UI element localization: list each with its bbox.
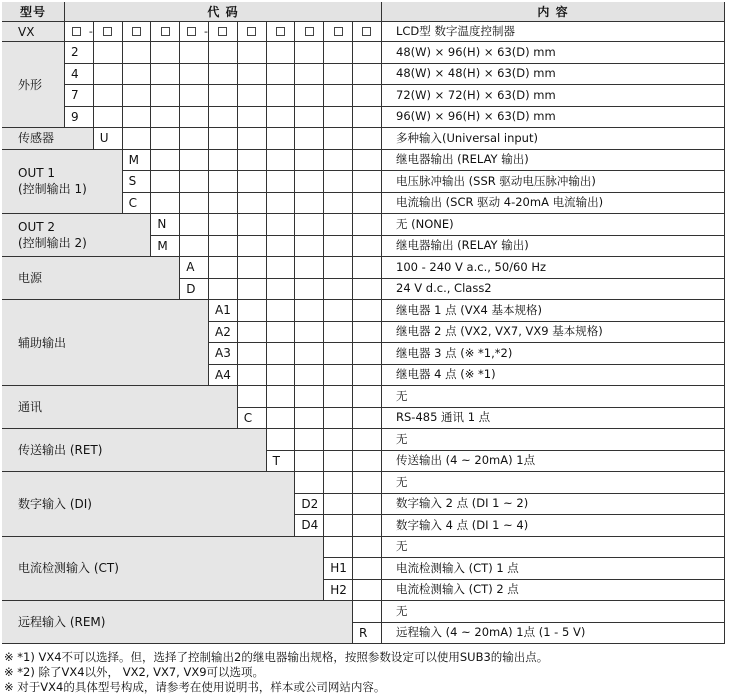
- grid-cell: [324, 472, 353, 494]
- section-label-text: [18, 130, 54, 146]
- grid-cell: [151, 64, 180, 86]
- grid-cell: [267, 236, 296, 258]
- grid-cell: [267, 42, 296, 64]
- code-separator: -: [204, 25, 208, 38]
- section-label: [2, 42, 65, 128]
- label-line: 外形: [18, 77, 43, 92]
- label-line: 传感器: [18, 131, 55, 146]
- grid-cell: [267, 300, 296, 322]
- grid-cell: [267, 171, 296, 193]
- option-description: 72(W) × 72(H) × 63(D) mm: [382, 85, 725, 107]
- section-label-text: [18, 399, 42, 415]
- option-description: 48(W) × 48(H) × 63(D) mm: [382, 64, 725, 86]
- option-description: 电流输出 (SCR 驱动 4-20mA 电流输出): [382, 193, 725, 215]
- option-code: H1: [324, 558, 353, 580]
- grid-cell: [238, 42, 267, 64]
- grid-cell: [324, 42, 353, 64]
- section-label: [2, 472, 295, 537]
- option-code: [267, 429, 296, 451]
- option-code: 9: [65, 107, 94, 129]
- grid-cell: [123, 85, 152, 107]
- section-label-text: [18, 496, 92, 512]
- grid-cell: [267, 128, 296, 150]
- grid-cell: [238, 193, 267, 215]
- base-description: LCD型 数字温度控制器: [382, 22, 725, 42]
- grid-cell: [267, 386, 296, 408]
- label-line: 电源: [18, 271, 43, 285]
- grid-cell: [238, 343, 267, 365]
- grid-cell: [267, 107, 296, 129]
- grid-cell: [180, 128, 209, 150]
- code-slot-8: [267, 22, 296, 42]
- grid-cell: [209, 64, 238, 86]
- label-line: (控制输出 1): [18, 182, 87, 197]
- section-label-text: [18, 614, 105, 630]
- header-code: 代 码: [65, 2, 382, 22]
- grid-cell: [353, 107, 382, 129]
- grid-cell: [295, 85, 324, 107]
- grid-cell: [295, 171, 324, 193]
- grid-cell: [209, 193, 238, 215]
- grid-cell: [267, 150, 296, 172]
- grid-cell: [353, 429, 382, 451]
- grid-cell: [324, 64, 353, 86]
- option-description: 继电器 3 点 (※ *1,*2): [382, 343, 725, 365]
- grid-cell: [353, 322, 382, 344]
- grid-cell: [267, 85, 296, 107]
- code-slot-box: [334, 27, 343, 36]
- option-code: A1: [209, 300, 238, 322]
- code-slot-4: [151, 22, 180, 42]
- grid-cell: [180, 214, 209, 236]
- grid-cell: [238, 64, 267, 86]
- grid-cell: [324, 386, 353, 408]
- section-label: [2, 214, 151, 257]
- section-label: [2, 537, 324, 602]
- option-code: 4: [65, 64, 94, 86]
- section-label: [2, 150, 123, 215]
- grid-cell: [295, 214, 324, 236]
- grid-cell: [295, 236, 324, 258]
- grid-cell: [324, 515, 353, 537]
- code-slot-box: [247, 27, 256, 36]
- option-code: 2: [65, 42, 94, 64]
- grid-cell: [151, 128, 180, 150]
- code-slot-5: [180, 22, 209, 42]
- grid-cell: [295, 408, 324, 430]
- section-label: [2, 257, 180, 300]
- code-slot-box: [305, 27, 314, 36]
- grid-cell: [238, 236, 267, 258]
- grid-cell: [209, 107, 238, 129]
- option-description: 传送输出 (4 ~ 20mA) 1点: [382, 451, 725, 473]
- grid-cell: [267, 365, 296, 387]
- section-label: [2, 386, 238, 429]
- label-line: 辅助输出: [18, 335, 67, 350]
- grid-cell: [295, 451, 324, 473]
- grid-cell: [238, 85, 267, 107]
- option-description: 无: [382, 429, 725, 451]
- grid-cell: [209, 236, 238, 258]
- option-description: 继电器 2 点 (VX2, VX7, VX9 基本规格): [382, 322, 725, 344]
- grid-cell: [295, 64, 324, 86]
- option-description: 100 - 240 V a.c., 50/60 Hz: [382, 257, 725, 279]
- grid-cell: [209, 171, 238, 193]
- footnote: ※ *2) 除了VX4以外， VX2, VX7, VX9可以选项。: [4, 665, 265, 679]
- grid-cell: [180, 85, 209, 107]
- code-slot-9: [295, 22, 324, 42]
- code-slot-2: [94, 22, 123, 42]
- footnote: ※ *1) VX4不可以选择。但，选择了控制输出2的继电器输出规格，按照参数设定可以使用SUB3的输出点。: [4, 650, 549, 664]
- option-description: 数字输入 4 点 (DI 1 ~ 4): [382, 515, 725, 537]
- grid-cell: [353, 537, 382, 559]
- option-code: D2: [295, 494, 324, 516]
- grid-cell: [180, 171, 209, 193]
- label-line: 远程输入 (REM): [18, 615, 106, 629]
- grid-cell: [209, 128, 238, 150]
- code-slot-3: [123, 22, 152, 42]
- option-code: A: [180, 257, 209, 279]
- grid-cell: [238, 171, 267, 193]
- grid-cell: [151, 42, 180, 64]
- grid-cell: [353, 300, 382, 322]
- grid-cell: [180, 150, 209, 172]
- code-slot-10: [324, 22, 353, 42]
- grid-cell: [238, 128, 267, 150]
- grid-cell: [324, 193, 353, 215]
- label-line: (控制输出 2): [18, 236, 87, 250]
- grid-cell: [151, 171, 180, 193]
- option-code: S: [123, 171, 152, 193]
- option-description: 电流检测输入 (CT) 2 点: [382, 580, 725, 602]
- section-label: [2, 300, 209, 386]
- option-description: 多种输入(Universal input): [382, 128, 725, 150]
- grid-cell: [353, 408, 382, 430]
- grid-cell: [267, 64, 296, 86]
- option-code: A2: [209, 322, 238, 344]
- code-slot-11: [353, 22, 382, 42]
- code-slot-box: [132, 27, 141, 36]
- grid-cell: [267, 343, 296, 365]
- grid-cell: [324, 343, 353, 365]
- grid-cell: [209, 257, 238, 279]
- grid-cell: [324, 257, 353, 279]
- header-content: 内 容: [382, 2, 725, 22]
- grid-cell: [353, 193, 382, 215]
- section-label-text: [18, 270, 42, 286]
- option-description: RS-485 通讯 1 点: [382, 408, 725, 430]
- option-code: A3: [209, 343, 238, 365]
- grid-cell: [295, 300, 324, 322]
- grid-cell: [209, 279, 238, 301]
- grid-cell: [353, 128, 382, 150]
- grid-cell: [353, 515, 382, 537]
- option-description: 无: [382, 472, 725, 494]
- grid-cell: [238, 107, 267, 129]
- section-label-text: [18, 77, 42, 93]
- grid-cell: [180, 64, 209, 86]
- grid-cell: [324, 451, 353, 473]
- grid-cell: [123, 107, 152, 129]
- label-line: 通讯: [18, 400, 43, 414]
- label-line: OUT 1: [18, 166, 56, 181]
- grid-cell: [295, 429, 324, 451]
- code-slot-box: [187, 27, 196, 36]
- option-code: T: [267, 451, 296, 473]
- grid-cell: [353, 494, 382, 516]
- grid-cell: [324, 150, 353, 172]
- code-separator: -: [88, 25, 93, 38]
- option-code: M: [151, 236, 180, 258]
- grid-cell: [151, 150, 180, 172]
- option-code: [353, 601, 382, 623]
- grid-cell: [353, 171, 382, 193]
- grid-cell: [353, 343, 382, 365]
- grid-cell: [324, 107, 353, 129]
- grid-cell: [295, 107, 324, 129]
- label-line: 传送输出 (RET): [18, 443, 103, 457]
- option-description: 继电器输出 (RELAY 输出): [382, 150, 725, 172]
- option-code: D4: [295, 515, 324, 537]
- grid-cell: [209, 85, 238, 107]
- grid-cell: [353, 236, 382, 258]
- option-code: 7: [65, 85, 94, 107]
- label-line: 电流检测输入 (CT): [18, 561, 119, 576]
- section-label-text: [18, 165, 87, 197]
- footnote: ※ 对于VX4的具体型号构成，请参考在使用说明书，样本或公司网站内容。: [4, 680, 386, 694]
- section-label: [2, 601, 353, 644]
- grid-cell: [180, 42, 209, 64]
- grid-cell: [180, 107, 209, 129]
- grid-cell: [353, 150, 382, 172]
- option-code: C: [123, 193, 152, 215]
- grid-cell: [295, 128, 324, 150]
- grid-cell: [238, 365, 267, 387]
- option-description: 无 (NONE): [382, 214, 725, 236]
- grid-cell: [267, 257, 296, 279]
- grid-cell: [295, 322, 324, 344]
- option-description: 无: [382, 601, 725, 623]
- option-description: 继电器 1 点 (VX4 基本规格): [382, 300, 725, 322]
- grid-cell: [267, 193, 296, 215]
- grid-cell: [295, 150, 324, 172]
- grid-cell: [295, 386, 324, 408]
- grid-cell: [353, 472, 382, 494]
- option-description: 继电器 4 点 (※ *1): [382, 365, 725, 387]
- option-code: [238, 386, 267, 408]
- code-slot-box: [72, 27, 81, 36]
- grid-cell: [353, 451, 382, 473]
- option-description: 24 V d.c., Class2: [382, 279, 725, 301]
- section-label-text: [18, 560, 119, 576]
- grid-cell: [324, 171, 353, 193]
- grid-cell: [295, 257, 324, 279]
- grid-cell: [238, 300, 267, 322]
- option-description: 96(W) × 96(H) × 63(D) mm: [382, 107, 725, 129]
- grid-cell: [324, 300, 353, 322]
- option-code: D: [180, 279, 209, 301]
- code-slot-box: [103, 27, 112, 36]
- grid-cell: [324, 408, 353, 430]
- grid-cell: [238, 257, 267, 279]
- code-slot-6: [209, 22, 238, 42]
- label-line: OUT 2: [18, 220, 56, 234]
- grid-cell: [353, 279, 382, 301]
- grid-cell: [353, 257, 382, 279]
- option-code: H2: [324, 580, 353, 602]
- option-code: R: [353, 623, 382, 645]
- option-code: [295, 472, 324, 494]
- grid-cell: [94, 42, 123, 64]
- option-description: 无: [382, 386, 725, 408]
- option-description: 电流检测输入 (CT) 1 点: [382, 558, 725, 580]
- grid-cell: [238, 279, 267, 301]
- grid-cell: [353, 365, 382, 387]
- grid-cell: [353, 42, 382, 64]
- grid-cell: [209, 42, 238, 64]
- grid-cell: [324, 85, 353, 107]
- grid-cell: [267, 214, 296, 236]
- grid-cell: [295, 193, 324, 215]
- grid-cell: [353, 85, 382, 107]
- grid-cell: [94, 107, 123, 129]
- grid-cell: [238, 150, 267, 172]
- base-model: VX: [2, 22, 65, 42]
- option-code: C: [238, 408, 267, 430]
- grid-cell: [324, 128, 353, 150]
- header-model: 型号: [2, 2, 65, 22]
- grid-cell: [238, 214, 267, 236]
- option-description: 电压脉冲输出 (SSR 驱动电压脉冲输出): [382, 171, 725, 193]
- code-slot-1: [65, 22, 94, 42]
- grid-cell: [123, 128, 152, 150]
- grid-cell: [123, 42, 152, 64]
- grid-cell: [238, 322, 267, 344]
- grid-cell: [94, 85, 123, 107]
- grid-cell: [151, 107, 180, 129]
- code-slot-7: [238, 22, 267, 42]
- option-description: 无: [382, 537, 725, 559]
- grid-cell: [295, 42, 324, 64]
- grid-cell: [353, 214, 382, 236]
- code-slot-box: [161, 27, 170, 36]
- grid-cell: [151, 85, 180, 107]
- option-description: 48(W) × 96(H) × 63(D) mm: [382, 42, 725, 64]
- section-label: [2, 128, 94, 150]
- grid-cell: [123, 64, 152, 86]
- option-code: N: [151, 214, 180, 236]
- grid-cell: [267, 279, 296, 301]
- label-line: 数字输入 (DI): [18, 496, 92, 511]
- option-description: 继电器输出 (RELAY 输出): [382, 236, 725, 258]
- grid-cell: [324, 429, 353, 451]
- grid-cell: [267, 322, 296, 344]
- grid-cell: [324, 494, 353, 516]
- section-label-text: [18, 442, 102, 458]
- grid-cell: [324, 279, 353, 301]
- grid-cell: [209, 150, 238, 172]
- grid-cell: [324, 322, 353, 344]
- grid-cell: [353, 580, 382, 602]
- grid-cell: [353, 558, 382, 580]
- option-description: 远程输入 (4 ~ 20mA) 1点 (1 - 5 V): [382, 623, 725, 645]
- grid-cell: [267, 408, 296, 430]
- option-code: [324, 537, 353, 559]
- option-code: U: [94, 128, 123, 150]
- grid-cell: [295, 365, 324, 387]
- grid-cell: [180, 193, 209, 215]
- code-slot-box: [218, 27, 227, 36]
- grid-cell: [324, 365, 353, 387]
- grid-cell: [353, 386, 382, 408]
- section-label: [2, 429, 267, 472]
- option-code: A4: [209, 365, 238, 387]
- grid-cell: [151, 193, 180, 215]
- grid-cell: [324, 214, 353, 236]
- option-description: 数字输入 2 点 (DI 1 ~ 2): [382, 494, 725, 516]
- grid-cell: [209, 214, 238, 236]
- grid-cell: [324, 236, 353, 258]
- grid-cell: [295, 343, 324, 365]
- section-label-text: [18, 219, 87, 251]
- grid-cell: [295, 279, 324, 301]
- section-label-text: [18, 335, 66, 351]
- code-slot-box: [276, 27, 285, 36]
- grid-cell: [94, 64, 123, 86]
- option-code: M: [123, 150, 152, 172]
- grid-cell: [353, 64, 382, 86]
- code-slot-box: [362, 27, 371, 36]
- grid-cell: [180, 236, 209, 258]
